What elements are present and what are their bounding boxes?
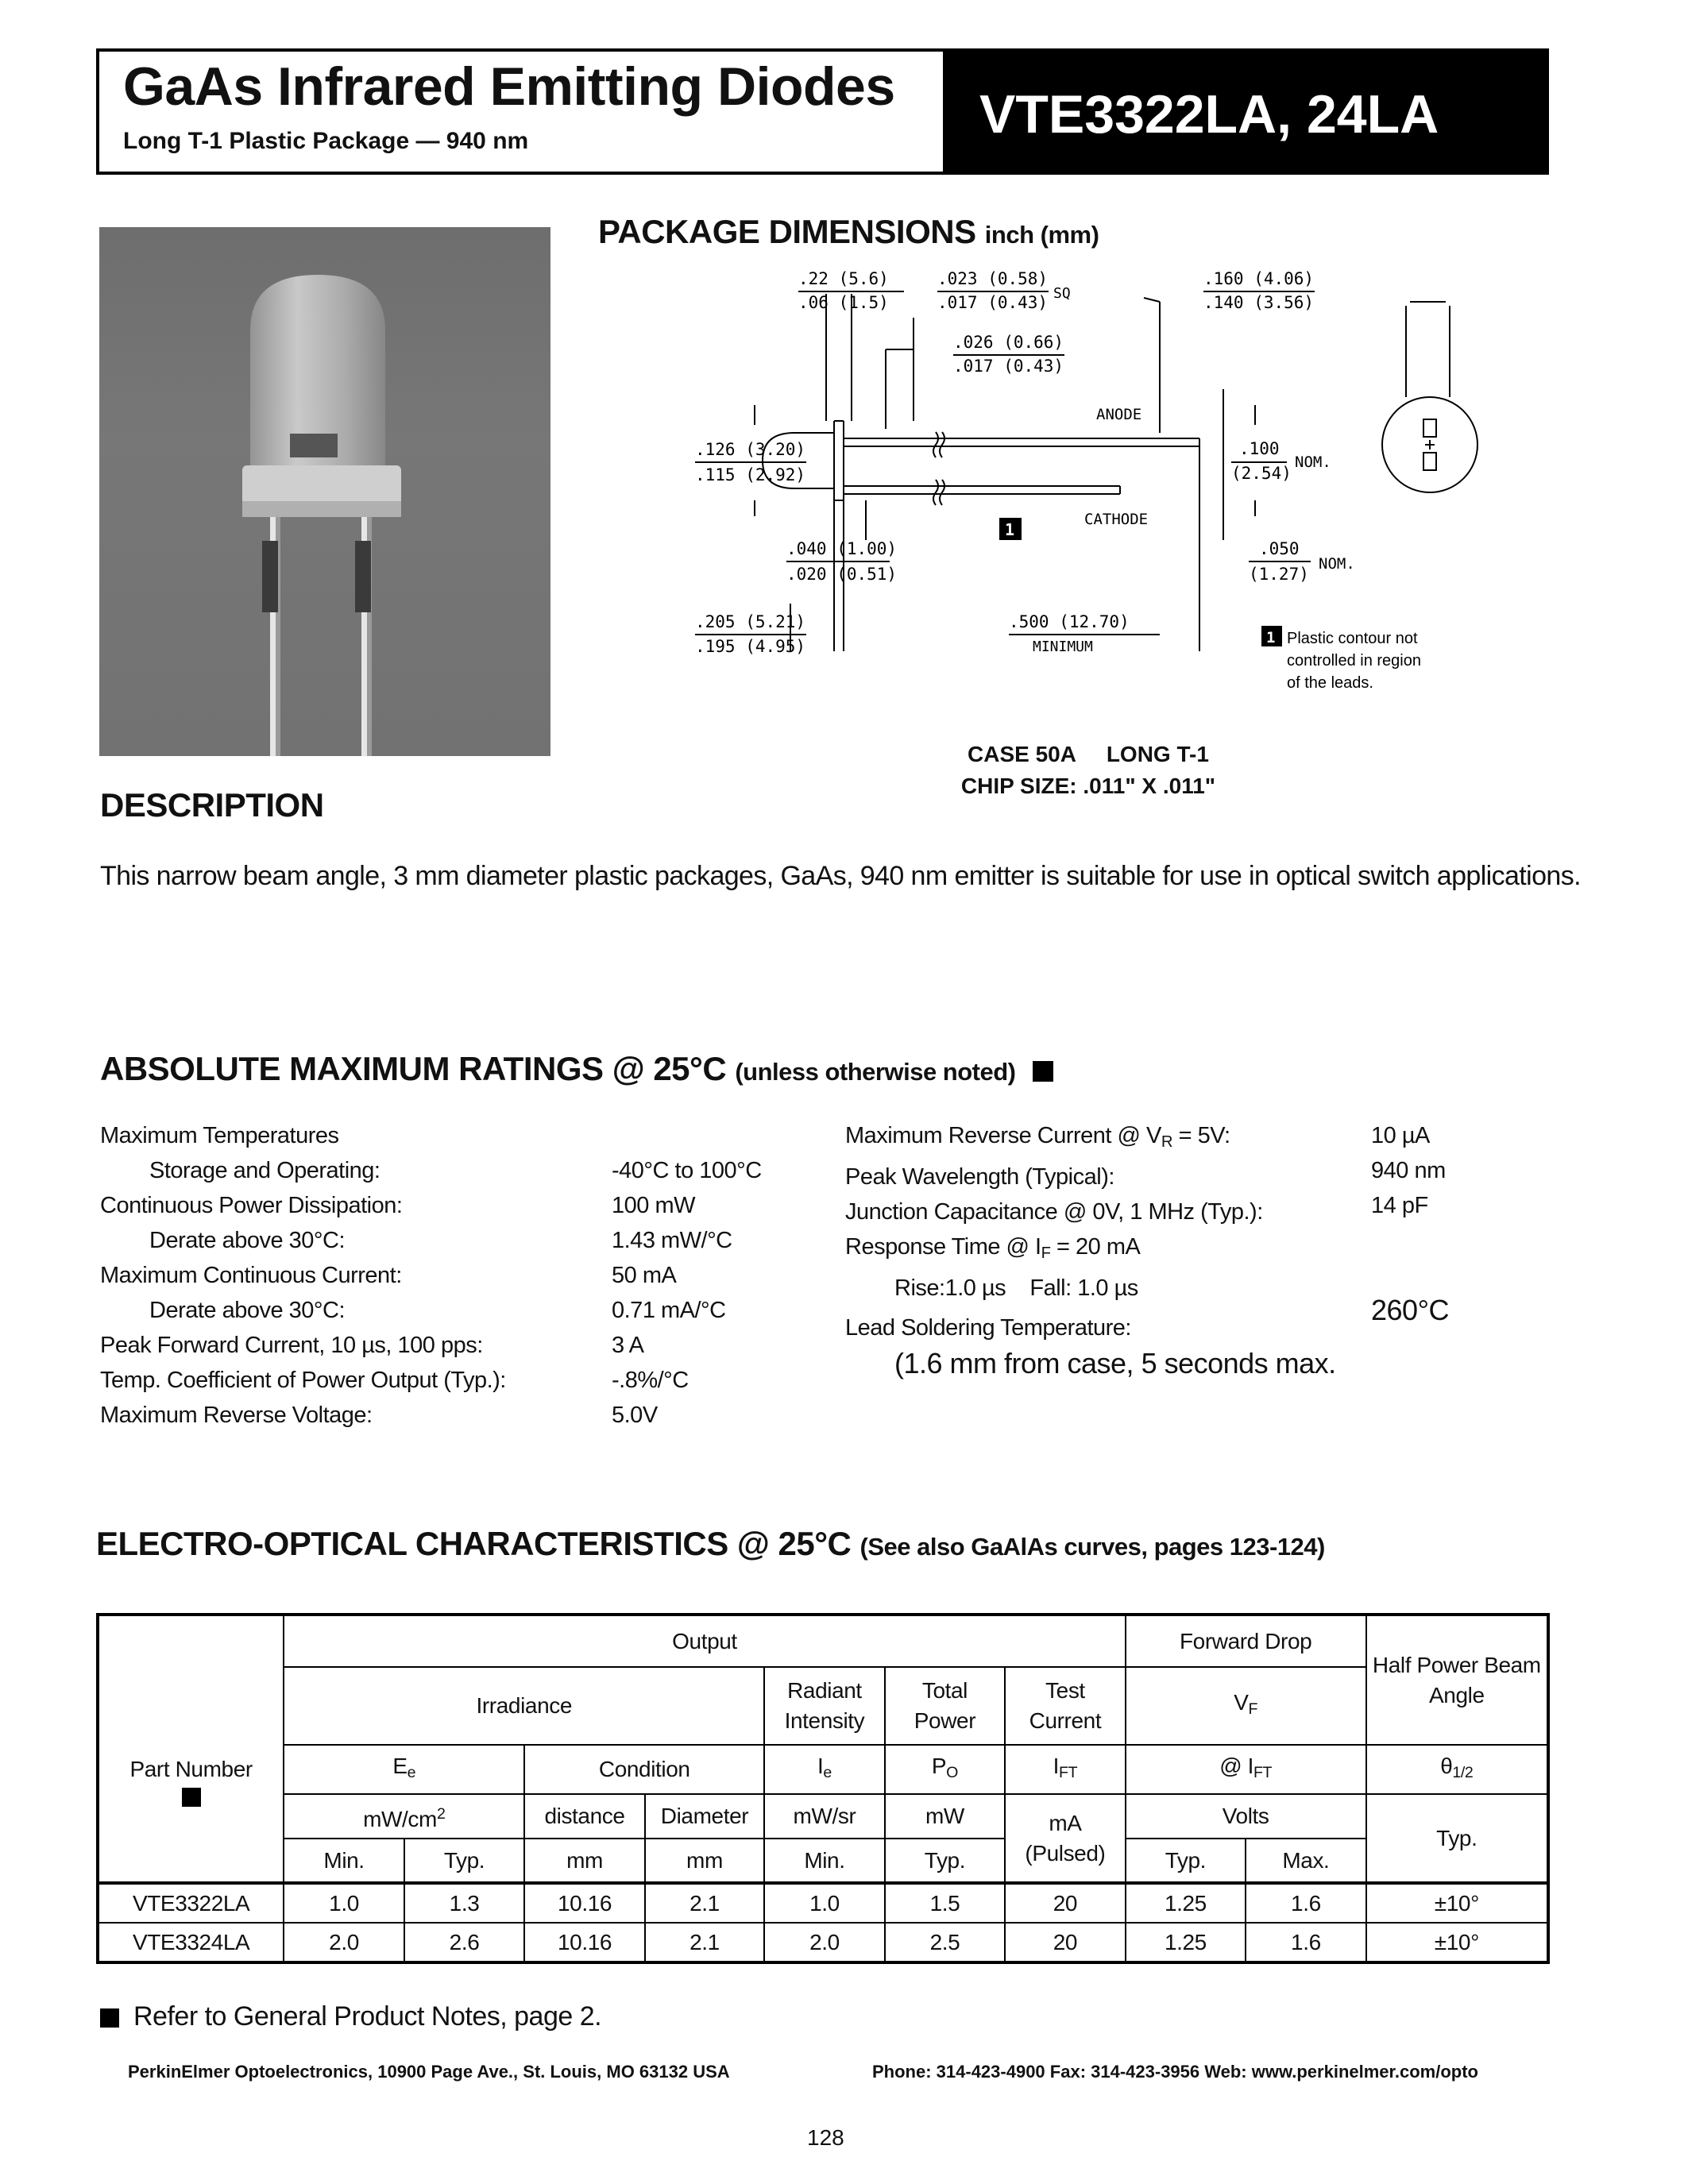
dim-d6b: (2.54) [1231,464,1292,483]
rating-value: 3 A [612,1333,644,1358]
half-power-header: Half Power Beam Angle [1366,1615,1548,1745]
cathode-label: CATHODE [1084,511,1149,528]
part-number-banner: VTE3322LA, 24LA [943,52,1546,172]
package-dimensions-heading [598,213,1099,251]
cell: 2.1 [645,1883,764,1923]
spacer [1371,1223,1449,1293]
sub-typ: Typ. [1126,1839,1246,1883]
package-heading-unit: inch (mm) [984,221,1099,249]
cell: 1.3 [404,1883,524,1923]
dim-d5a: .126 (3.20) [695,440,806,459]
ratings-heading-note: (unless otherwise noted) [735,1058,1016,1086]
note-square-icon [100,2008,119,2028]
rating-label: Continuous Power Dissipation: [100,1193,403,1218]
unit-diameter: Diameter [645,1794,764,1839]
cell: 20 [1005,1923,1125,1962]
dim-d8b: (1.27) [1249,565,1309,584]
note-text: Refer to General Product Notes, page 2. [133,2001,602,2032]
description-heading: DESCRIPTION [100,786,324,824]
cell: 1.6 [1246,1923,1365,1962]
cell: 1.0 [284,1883,404,1923]
sub-min: Min. [284,1839,404,1883]
package-heading-text: PACKAGE DIMENSIONS [598,213,976,250]
eo-heading-text: ELECTRO-OPTICAL CHARACTERISTICS @ 25°C [96,1525,852,1562]
dim-d2b: .017 (0.43) [937,293,1049,312]
cell: 20 [1005,1883,1125,1923]
plastic-note-3: of the leads. [1287,674,1373,692]
cell: 1.5 [885,1883,1005,1923]
sub-mm: mm [524,1839,644,1883]
dim-d1b: .06 (1.5) [798,293,889,312]
product-photo [99,227,550,756]
ratings-left [100,1118,815,1452]
cell: 2.0 [764,1923,884,1962]
chip-size-line: CHIP SIZE: .011" X .011" [960,774,1216,798]
forward-drop-header: Forward Drop [1126,1615,1366,1667]
rating-value [612,1118,762,1153]
dim-nom-1: NOM. [1295,453,1331,471]
rev-current-label: Maximum Reverse Current @ $V_R = 5V$: [845,1123,1230,1152]
dim-d4a: .026 (0.66) [953,333,1064,352]
cell-part: VTE3322LA [98,1883,284,1923]
cell: 2.5 [885,1923,1005,1962]
cell: 1.25 [1126,1883,1246,1923]
rating-label: Derate above 30°C: [149,1228,346,1253]
solder-temp-value: 260°C [1371,1294,1449,1326]
rating-label: Maximum Continuous Current: [100,1263,402,1288]
dim-d6a: .100 [1239,439,1280,458]
cell: ±10° [1366,1923,1548,1962]
rating-value: 50 mA [612,1263,677,1288]
dim-d5b: .115 (2.92) [695,465,806,484]
unit-mwcm2: $mW/cm^2$ [284,1794,524,1839]
sub-typ: Typ. [885,1839,1005,1883]
peak-wavelength-label: Peak Wavelength (Typical): [845,1164,1114,1190]
ratings-heading [100,1050,1053,1088]
dim-d9a: .205 (5.21) [695,612,806,631]
package-dimensions-diagram [683,262,1541,707]
rating-value: -40°C to 100°C [612,1158,762,1183]
ee-symbol: $E_e$ [284,1745,524,1794]
dim-sq: SQ [1053,285,1071,302]
response-time-label: Response Time @ $I_F = 20$ mA [845,1234,1141,1263]
irradiance-header: Irradiance [284,1667,764,1745]
plastic-note-2: controlled in region [1287,652,1421,669]
table-row [98,1883,1548,1923]
anode-label: ANODE [1096,406,1142,423]
note-square-icon [182,1788,201,1807]
note-square-icon [1033,1061,1053,1082]
dim-d10b: MINIMUM [1033,639,1093,655]
case-info [921,739,1255,802]
solder-temp-note: (1.6 mm from case, 5 seconds max. [894,1347,1336,1380]
eo-table [96,1613,1550,1964]
page-title: GaAs Infrared Emitting Diodes [123,56,895,117]
ratings-right-values [1371,1118,1449,1328]
plastic-note-1: Plastic contour not [1287,630,1418,647]
unit-mw: mW [885,1794,1005,1839]
output-header: Output [284,1615,1125,1667]
product-notes-reference [100,2001,601,2032]
dim-d3b: .140 (3.56) [1203,293,1315,312]
sub-min: Min. [764,1839,884,1883]
unit-mwsr: mW/sr [764,1794,884,1839]
dim-d7a: .040 (1.00) [786,539,898,558]
po-symbol: $P_O$ [885,1745,1005,1794]
cell: 2.0 [284,1923,404,1962]
cell-part: VTE3324LA [98,1923,284,1962]
radiant-intensity-header: Radiant Intensity [764,1667,884,1745]
test-current-header: Test Current [1005,1667,1125,1745]
dim-d7b: .020 (0.51) [786,565,898,584]
cell: 10.16 [524,1883,644,1923]
dim-d10a: .500 (12.70) [1009,612,1130,631]
note-marker: 1 [1266,629,1276,646]
unit-typ: Typ. [1366,1794,1548,1883]
dim-d9b: .195 (4.95) [695,637,806,656]
cell: 2.1 [645,1923,764,1962]
case-line: CASE 50A LONG T-1 [968,742,1209,766]
capacitance-label: Junction Capacitance @ 0V, 1 MHz (Typ.): [845,1199,1263,1225]
sub-typ: Typ. [404,1839,524,1883]
sub-mm: mm [645,1839,764,1883]
rating-label: Storage and Operating: [149,1158,380,1183]
rating-label: Peak Forward Current, 10 µs, 100 pps: [100,1333,483,1358]
unit-ma-pulsed: mA (Pulsed) [1005,1794,1125,1883]
rise-fall-times: Rise:1.0 µs Fall: 1.0 µs [894,1275,1138,1302]
title-block [99,52,943,172]
footer-address: PerkinElmer Optoelectronics, 10900 Page Ave., St. Louis, MO 63132 USA [128,2062,730,2082]
rating-label: Derate above 30°C: [149,1298,346,1323]
eo-heading [96,1525,1325,1563]
rating-value: 1.43 mW/°C [612,1228,732,1253]
cell: 10.16 [524,1923,644,1962]
unit-volts: Volts [1126,1794,1366,1839]
dim-d2a: .023 (0.58) [937,269,1049,288]
footer-contact: Phone: 314-423-4900 Fax: 314-423-3956 Web: www.perkinelmer.com/opto [872,2062,1478,2082]
ift-symbol: $I_{FT}$ [1005,1745,1125,1794]
dim-d8a: .050 [1259,539,1300,558]
solder-temp-label: Lead Soldering Temperature: [845,1315,1131,1341]
rating-label: Maximum Reverse Voltage: [100,1403,373,1428]
capacitance-value: 14 pF [1371,1193,1428,1218]
dim-d1a: .22 (5.6) [798,269,889,288]
at-ift-symbol: @ $I_{FT}$ [1126,1745,1366,1794]
cell: 2.6 [404,1923,524,1962]
dim-d3a: .160 (4.06) [1203,269,1315,288]
total-power-header: Total Power [885,1667,1005,1745]
eo-heading-note: (See also GaAlAs curves, pages 123-124) [859,1533,1325,1561]
ratings-right [845,1118,1544,1388]
ie-symbol: $I_e$ [764,1745,884,1794]
title-banner [96,48,1549,175]
ratings-right-labels [845,1118,1336,1382]
page-number: 128 [807,2125,844,2150]
cell: 1.0 [764,1883,884,1923]
rating-label: Temp. Coefficient of Power Output (Typ.): [100,1368,506,1393]
rev-current-value: 10 µA [1371,1123,1430,1148]
rating-value: 5.0V [612,1403,658,1428]
rating-label: Maximum Temperatures [100,1123,339,1148]
sub-max: Max. [1246,1839,1365,1883]
ratings-left-labels [100,1118,506,1433]
condition-header: Condition [524,1745,764,1794]
cell: 1.6 [1246,1883,1365,1923]
note-marker-diagram: 1 [1005,520,1015,539]
dim-nom-2: NOM. [1319,555,1355,573]
vf-header: $V_F$ [1126,1667,1366,1745]
theta-symbol: $\theta_{1/2}$ [1366,1745,1548,1794]
dim-d4b: .017 (0.43) [953,357,1064,376]
table-row [98,1923,1548,1962]
description-text: This narrow beam angle, 3 mm diameter plastic packages, GaAs, 940 nm emitter is suitable for use in optical switch applications. [100,861,1581,891]
rating-value: 0.71 mA/°C [612,1298,726,1323]
page-subtitle: Long T-1 Plastic Package — 940 nm [123,128,529,154]
part-number-header: Part Number [98,1615,284,1883]
cell: ±10° [1366,1883,1548,1923]
peak-wavelength-value: 940 nm [1371,1158,1446,1183]
rating-value: -.8%/°C [612,1368,689,1393]
cell: 1.25 [1126,1923,1246,1962]
unit-distance: distance [524,1794,644,1839]
rating-value: 100 mW [612,1193,695,1218]
ratings-left-values [612,1118,762,1433]
ratings-heading-text: ABSOLUTE MAXIMUM RATINGS @ 25°C [100,1050,727,1087]
